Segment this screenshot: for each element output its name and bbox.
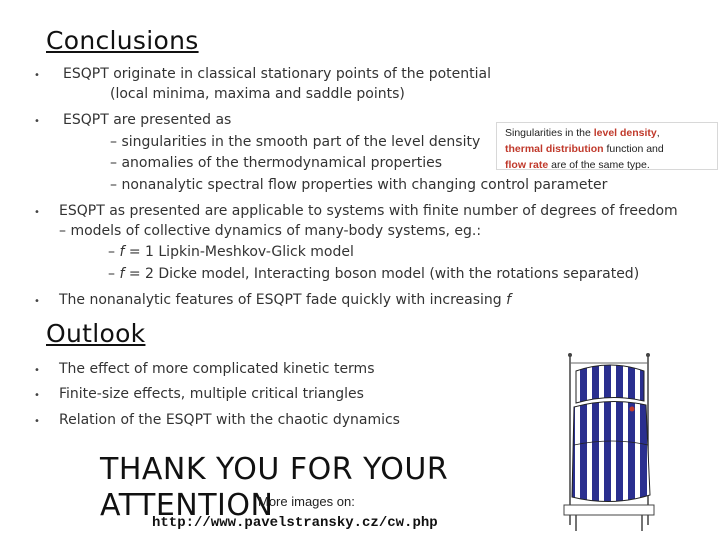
variable-f: f (506, 292, 512, 308)
note-flow-rate: flow rate (505, 159, 549, 171)
conclusion-3-line-2: – models of collective dynamics of many-body systems, eg.: (59, 223, 482, 239)
outlook-title: Outlook (46, 319, 146, 348)
striped-bed-drawing (556, 345, 660, 535)
bullet-7: • (34, 416, 40, 427)
bed-frame (564, 505, 654, 515)
striped-pillow (576, 365, 644, 403)
conclusion-3-sub-2 (108, 266, 639, 282)
bullet-2: • (34, 116, 40, 127)
note-text-2: function and (603, 143, 664, 155)
note-comma: , (656, 127, 660, 139)
dash: – (108, 244, 120, 260)
conclusion-4 (59, 292, 511, 308)
variable-f: f (119, 244, 125, 260)
bullet-5: • (34, 365, 40, 376)
dash: – (108, 266, 120, 282)
conclusion-2-sub-2: – anomalies of the thermodynamical properties (110, 155, 443, 171)
bullet-3: • (34, 207, 40, 218)
outlook-item-2: Finite-size effects, multiple critical triangles (59, 386, 364, 402)
dicke-ibm-text: = 2 Dicke model, Interacting boson model (with the rotations separated) (124, 266, 640, 282)
thank-you-line-2: ATTENTION (100, 488, 274, 523)
conclusions-title: Conclusions (46, 26, 199, 55)
conclusion-2-sub-1: – singularities in the smooth part of the level density (110, 134, 481, 150)
outlook-item-3: Relation of the ESQPT with the chaotic dynamics (59, 412, 400, 428)
note-level-density: level density (593, 127, 657, 139)
thank-you-line-1: THANK YOU FOR YOUR (100, 452, 449, 487)
striped-duvet (572, 401, 650, 501)
lmg-model-text: = 1 Lipkin-Meshkov-Glick model (124, 244, 354, 260)
note-thermal-distribution: thermal distribution (505, 143, 604, 155)
note-text-3: are of the same type. (548, 159, 650, 171)
bullet-4: • (34, 296, 40, 307)
bullet-1: • (34, 70, 40, 81)
more-images-label: More images on: (258, 494, 355, 509)
variable-f: f (119, 266, 125, 282)
conclusion-1-line-1: ESQPT originate in classical stationary points of the potential (63, 66, 492, 82)
conclusion-3-line-1: ESQPT as presented are applicable to systems with finite number of degrees of freedom (59, 203, 678, 219)
bullet-6: • (34, 390, 40, 401)
conclusion-4-text: The nonanalytic features of ESQPT fade quickly with increasing (59, 292, 507, 308)
website-link[interactable]: http://www.pavelstransky.cz/cw.php (152, 515, 438, 531)
conclusion-2-line-1: ESQPT are presented as (63, 112, 232, 128)
singularities-note (496, 122, 718, 170)
outlook-item-1: The effect of more complicated kinetic terms (59, 361, 375, 377)
note-text-1: Singularities in the (505, 127, 594, 139)
conclusion-3-sub-1 (108, 244, 354, 260)
conclusion-1-line-2: (local minima, maxima and saddle points) (110, 86, 405, 102)
conclusion-2-sub-3: – nonanalytic spectral flow properties with changing control parameter (110, 177, 608, 193)
